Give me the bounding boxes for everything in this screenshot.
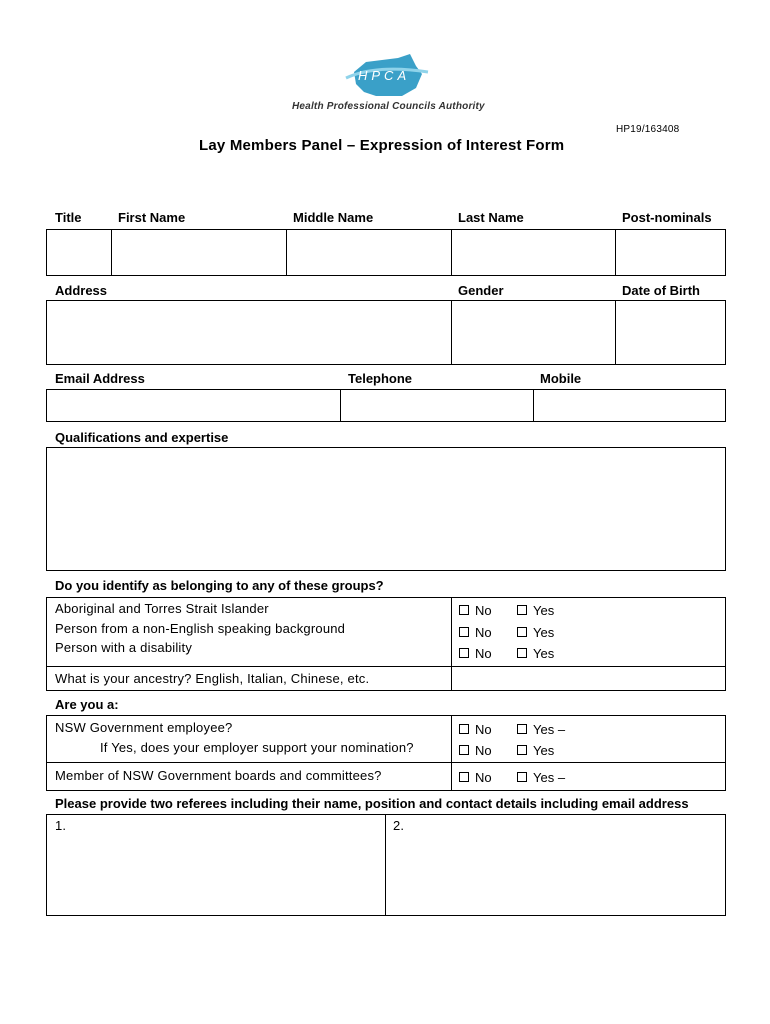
page-title: Lay Members Panel – Expression of Interest Form (199, 137, 565, 154)
title-field[interactable] (46, 229, 112, 276)
first-name-field[interactable] (111, 229, 287, 276)
last-name-label: Last Name (458, 210, 524, 225)
telephone-field[interactable] (340, 389, 534, 422)
nsw-employee-question: NSW Government employee? (55, 720, 233, 735)
non-english-no-checkbox[interactable]: No (459, 625, 492, 640)
address-label: Address (55, 283, 108, 298)
gender-label: Gender (458, 283, 504, 298)
employer-support-question: If Yes, does your employer support your nomination? (100, 740, 414, 755)
address-field[interactable] (46, 300, 452, 365)
ancestry-field[interactable] (452, 667, 725, 690)
qualifications-field[interactable] (46, 447, 726, 571)
nsw-employee-yes-checkbox[interactable]: Yes – (517, 722, 565, 737)
referee-2-number: 2. (393, 818, 405, 833)
aboriginal-no-checkbox[interactable]: No (459, 603, 492, 618)
employer-support-no-checkbox[interactable]: No (459, 743, 492, 758)
logo-text: HPCA (358, 68, 411, 83)
boards-member-yes-checkbox[interactable]: Yes – (517, 770, 565, 785)
referee-2-field[interactable] (385, 814, 726, 916)
middle-name-field[interactable] (286, 229, 452, 276)
employer-support-yes-checkbox[interactable]: Yes (517, 743, 554, 758)
reference-number: HP19/163408 (616, 124, 680, 135)
middle-name-label: Middle Name (293, 210, 374, 225)
mobile-field[interactable] (533, 389, 726, 422)
nsw-employee-no-checkbox[interactable]: No (459, 722, 492, 737)
group-non-english: Person from a non-English speaking background (55, 621, 346, 636)
group-aboriginal: Aboriginal and Torres Strait Islander (55, 601, 269, 616)
mobile-label: Mobile (540, 371, 582, 386)
first-name-label: First Name (118, 210, 186, 225)
group-disability: Person with a disability (55, 640, 193, 655)
are-you-label: Are you a: (55, 697, 119, 712)
groups-question: Do you identify as belonging to any of these groups? (55, 578, 384, 593)
disability-yes-checkbox[interactable]: Yes (517, 646, 554, 661)
referees-label: Please provide two referees including their name, position and contact details including email address (55, 796, 689, 811)
telephone-label: Telephone (348, 371, 413, 386)
hpca-logo (336, 52, 436, 100)
aboriginal-yes-checkbox[interactable]: Yes (517, 603, 554, 618)
boards-member-question: Member of NSW Government boards and committees? (55, 768, 382, 783)
gender-field[interactable] (451, 300, 616, 365)
email-label: Email Address (55, 371, 145, 386)
email-field[interactable] (46, 389, 341, 422)
disability-no-checkbox[interactable]: No (459, 646, 492, 661)
referee-1-number: 1. (55, 818, 67, 833)
boards-member-no-checkbox[interactable]: No (459, 770, 492, 785)
date-of-birth-label: Date of Birth (622, 283, 700, 298)
post-nominals-field[interactable] (615, 229, 726, 276)
non-english-yes-checkbox[interactable]: Yes (517, 625, 554, 640)
referee-1-field[interactable] (46, 814, 386, 916)
date-of-birth-field[interactable] (615, 300, 726, 365)
qualifications-label: Qualifications and expertise (55, 430, 229, 445)
post-nominals-label: Post-nominals (622, 210, 712, 225)
last-name-field[interactable] (451, 229, 616, 276)
title-label: Title (55, 210, 82, 225)
ancestry-question: What is your ancestry? English, Italian, Chinese, etc. (55, 671, 370, 686)
org-name: Health Professional Councils Authority (292, 101, 485, 112)
